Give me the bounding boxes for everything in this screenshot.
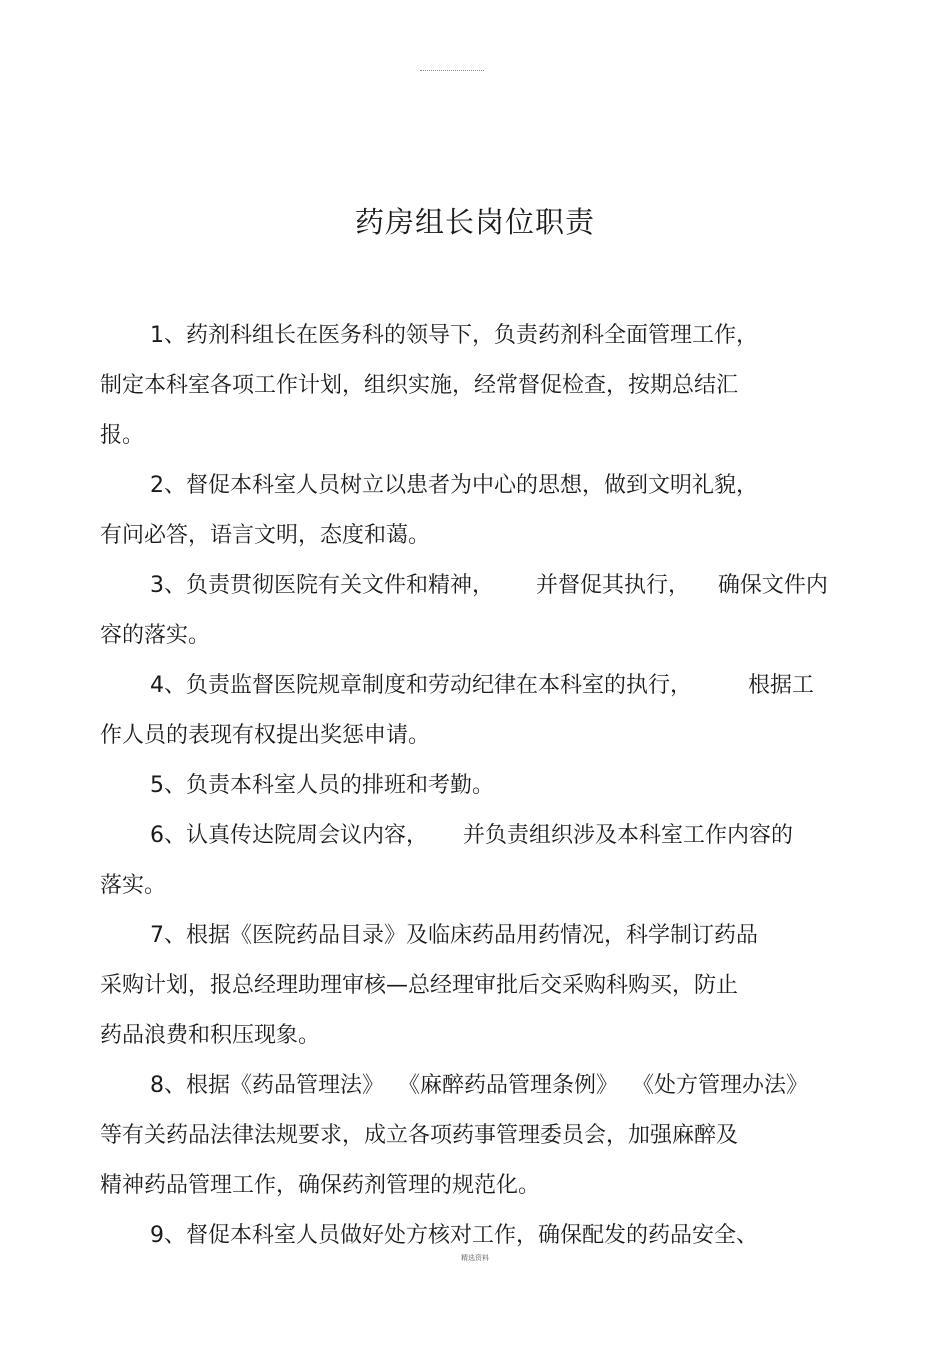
text-line: 药品浪费和积压现象。 [100, 1023, 321, 1048]
text-line: 作人员的表现有权提出奖惩申请。 [100, 723, 431, 748]
text-line: 有问必答，语言文明，态度和蔼。 [100, 523, 431, 548]
text-line: 4、负责监督医院规章制度和劳动纪律在本科室的执行， 根据工 [150, 673, 814, 698]
text-line: 报。 [100, 423, 145, 448]
text-line: 采购计划，报总经理助理审核—总经理审批后交采购科购买，防止 [100, 973, 739, 998]
text-line: 9、督促本科室人员做好处方核对工作，确保配发的药品安全、 [150, 1223, 758, 1248]
text-line: 3、负责贯彻医院有关文件和精神， 并督促其执行， 确保文件内 [150, 573, 828, 598]
text-line: 制定本科室各项工作计划，组织实施，经常督促检查，按期总结汇 [100, 373, 739, 398]
document-title: 药房组长岗位职责 [354, 205, 595, 239]
text-line: 容的落实。 [100, 623, 211, 648]
text-line: 6、认真传达院周会议内容， 并负责组织涉及本科室工作内容的 [150, 823, 793, 848]
text-line: 等有关药品法律法规要求，成立各项药事管理委员会，加强麻醉及 [100, 1123, 739, 1148]
header-rule [420, 70, 484, 71]
text-line: 5、负责本科室人员的排班和考勤。 [150, 773, 494, 798]
text-line: 8、根据《药品管理法》 《麻醉药品管理条例》 《处方管理办法》 [150, 1073, 808, 1098]
document-body [100, 311, 860, 1261]
text-line: 落实。 [100, 873, 167, 898]
text-line: 1、药剂科组长在医务科的领导下，负责药剂科全面管理工作， [150, 323, 758, 348]
text-line: 2、督促本科室人员树立以患者为中心的思想，做到文明礼貌， [150, 473, 758, 498]
page-footer: 精选资料 [461, 1254, 489, 1262]
text-line: 精神药品管理工作，确保药剂管理的规范化。 [100, 1173, 541, 1198]
text-line: 7、根据《医院药品目录》及临床药品用药情况，科学制订药品 [150, 923, 758, 948]
